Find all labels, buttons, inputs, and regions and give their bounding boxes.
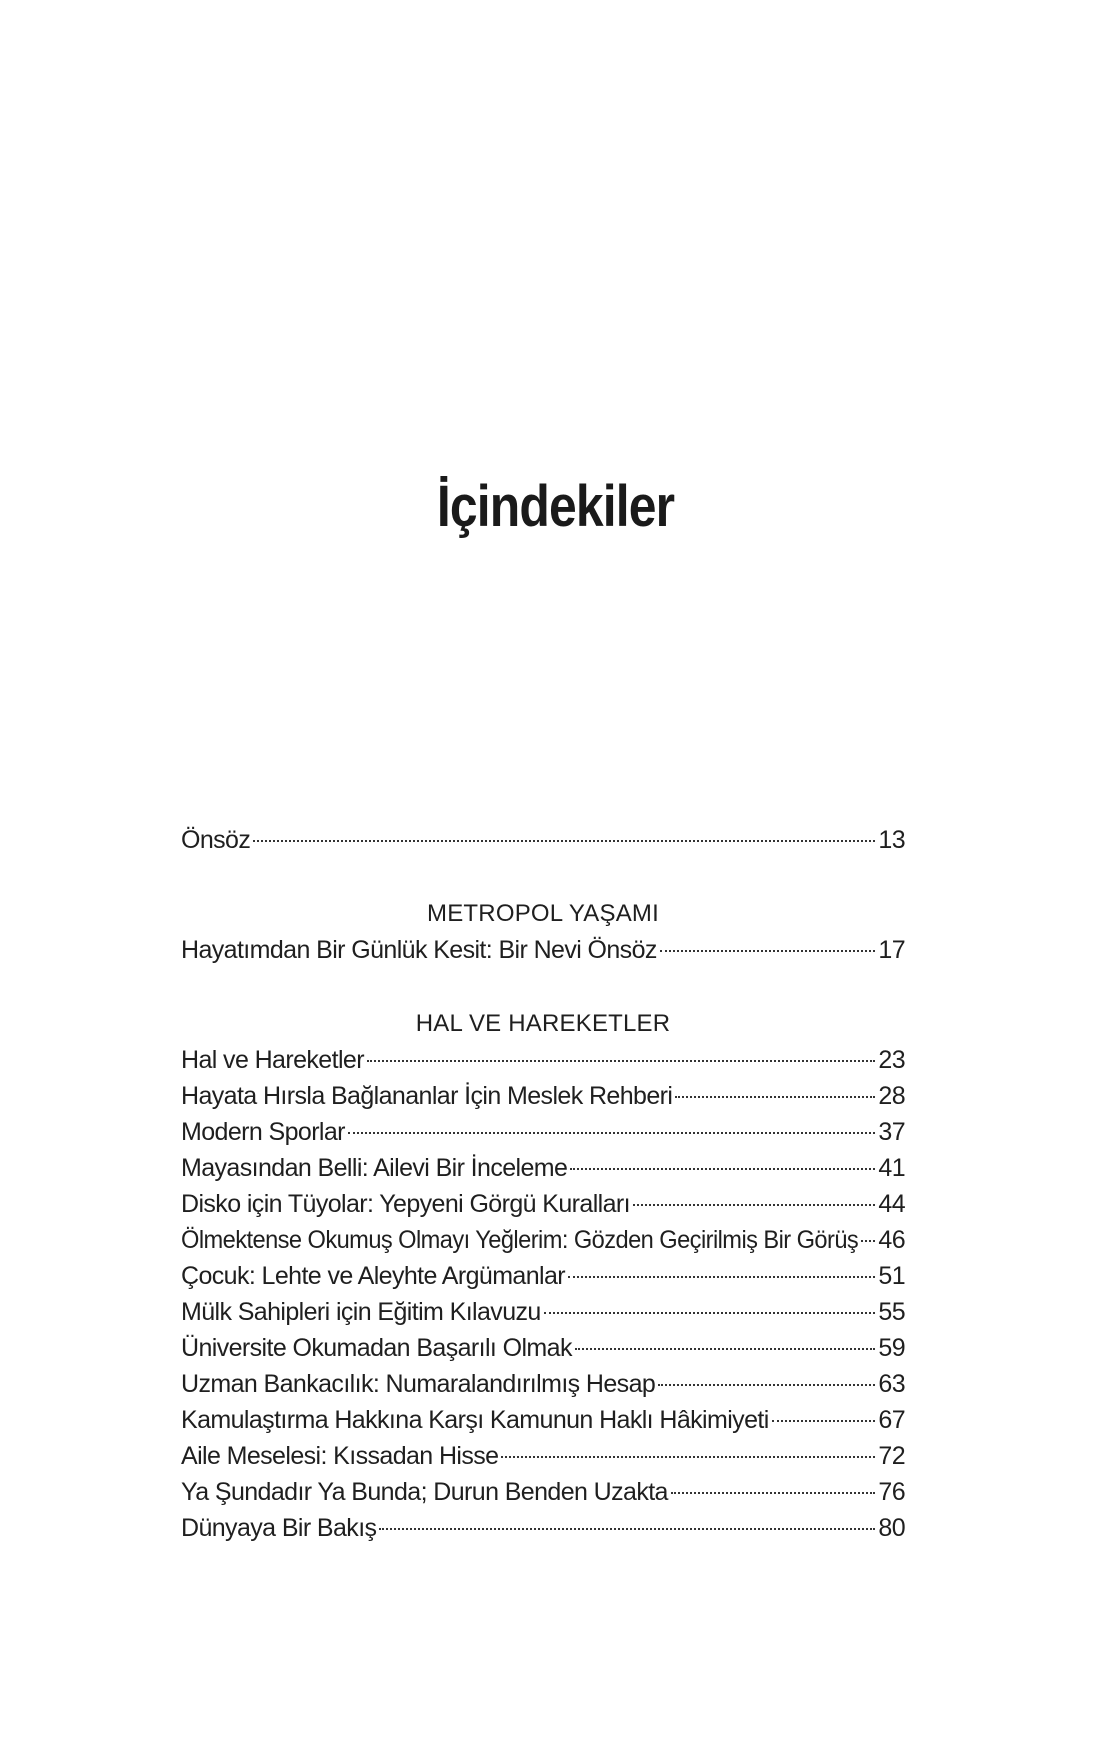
dot-leader	[772, 1420, 876, 1422]
dot-leader	[660, 950, 876, 952]
section-heading-hal-ve-hareketler: HAL VE HAREKETLER	[415, 1010, 671, 1037]
toc-entry-page: 17	[878, 936, 905, 964]
toc-entry[interactable]	[181, 1114, 905, 1150]
toc-entry-page: 59	[878, 1334, 905, 1362]
toc-entry-title: Ya Şundadır Ya Bunda; Durun Benden Uzakta	[181, 1478, 668, 1506]
dot-leader	[544, 1312, 876, 1314]
toc-entry-page: 41	[878, 1154, 905, 1182]
toc-entry-title: Modern Sporlar	[181, 1118, 345, 1146]
toc-entry-page: 55	[878, 1298, 905, 1326]
toc-entry[interactable]	[181, 1078, 905, 1114]
toc-entry-title: Mülk Sahipleri için Eğitim Kılavuzu	[181, 1298, 541, 1326]
toc-entry-page: 23	[878, 1046, 905, 1074]
toc-entry-page: 46	[878, 1226, 905, 1254]
dot-leader	[658, 1384, 875, 1386]
dot-leader	[570, 1168, 875, 1170]
toc-entry[interactable]	[181, 1042, 905, 1078]
toc-entry-title: Önsöz	[181, 826, 251, 854]
section-spacer	[181, 858, 905, 896]
section-heading-metropol: METROPOL YAŞAMI	[427, 900, 659, 927]
toc-entry-page: 72	[878, 1442, 905, 1470]
toc-entry[interactable]	[181, 1474, 905, 1510]
dot-leader	[348, 1132, 875, 1134]
toc-entry[interactable]	[181, 1186, 905, 1222]
toc-entry[interactable]	[181, 1258, 905, 1294]
dot-leader	[861, 1240, 875, 1242]
toc-entry-title: Hal ve Hareketler	[181, 1046, 364, 1074]
toc-entry-page: 67	[878, 1406, 905, 1434]
dot-leader	[568, 1276, 875, 1278]
dot-leader	[501, 1456, 875, 1458]
toc-entry-page: 37	[878, 1118, 905, 1146]
toc-entry-page: 28	[878, 1082, 905, 1110]
table-of-contents	[181, 822, 905, 1546]
dot-leader	[379, 1528, 875, 1530]
dot-leader	[575, 1348, 876, 1350]
toc-entry[interactable]	[181, 1366, 905, 1402]
toc-entry[interactable]	[181, 1150, 905, 1186]
toc-entry-title: Ölmektense Okumuş Olmayı Yeğlerim: Gözden Geçirilmiş Bir Görüş	[181, 1226, 859, 1254]
toc-entry-title: Aile Meselesi: Kıssadan Hisse	[181, 1442, 499, 1470]
dot-leader	[633, 1204, 875, 1206]
toc-entry-title: Çocuk: Lehte ve Aleyhte Argümanlar	[181, 1262, 566, 1290]
toc-entry-title: Uzman Bankacılık: Numaralandırılmış Hesap	[181, 1370, 656, 1398]
toc-entry[interactable]	[181, 1330, 905, 1366]
toc-entry[interactable]	[181, 932, 905, 968]
dot-leader	[253, 840, 875, 842]
toc-entry-page: 76	[878, 1478, 905, 1506]
toc-entry-title: Hayatımdan Bir Günlük Kesit: Bir Nevi Önsöz	[181, 936, 657, 964]
toc-entry-title: Kamulaştırma Hakkına Karşı Kamunun Haklı Hâkimiyeti	[181, 1406, 769, 1434]
toc-entry[interactable]	[181, 1438, 905, 1474]
toc-entry-title: Dünyaya Bir Bakış	[181, 1514, 377, 1542]
toc-entry-page: 51	[878, 1262, 905, 1290]
toc-entry-title: Üniversite Okumadan Başarılı Olmak	[181, 1334, 572, 1362]
toc-entry[interactable]	[181, 1294, 905, 1330]
section-spacer	[181, 968, 905, 1006]
toc-entry[interactable]	[181, 1510, 905, 1546]
toc-entry-page: 63	[878, 1370, 905, 1398]
toc-entry-title: Disko için Tüyolar: Yepyeni Görgü Kuralları	[181, 1190, 630, 1218]
toc-entry-page: 44	[878, 1190, 905, 1218]
dot-leader	[675, 1096, 875, 1098]
dot-leader	[367, 1060, 875, 1062]
toc-entry[interactable]	[181, 1222, 905, 1258]
toc-entry[interactable]	[181, 1402, 905, 1438]
toc-entry-title: Hayata Hırsla Bağlananlar İçin Meslek Rehberi	[181, 1082, 673, 1110]
toc-entry-onsoz[interactable]	[181, 822, 905, 858]
toc-entry-page: 13	[878, 826, 905, 854]
toc-entry-title: Mayasından Belli: Ailevi Bir İnceleme	[181, 1154, 568, 1182]
dot-leader	[671, 1492, 876, 1494]
page-title: İçindekiler	[436, 474, 675, 539]
toc-entry-page: 80	[878, 1514, 905, 1542]
